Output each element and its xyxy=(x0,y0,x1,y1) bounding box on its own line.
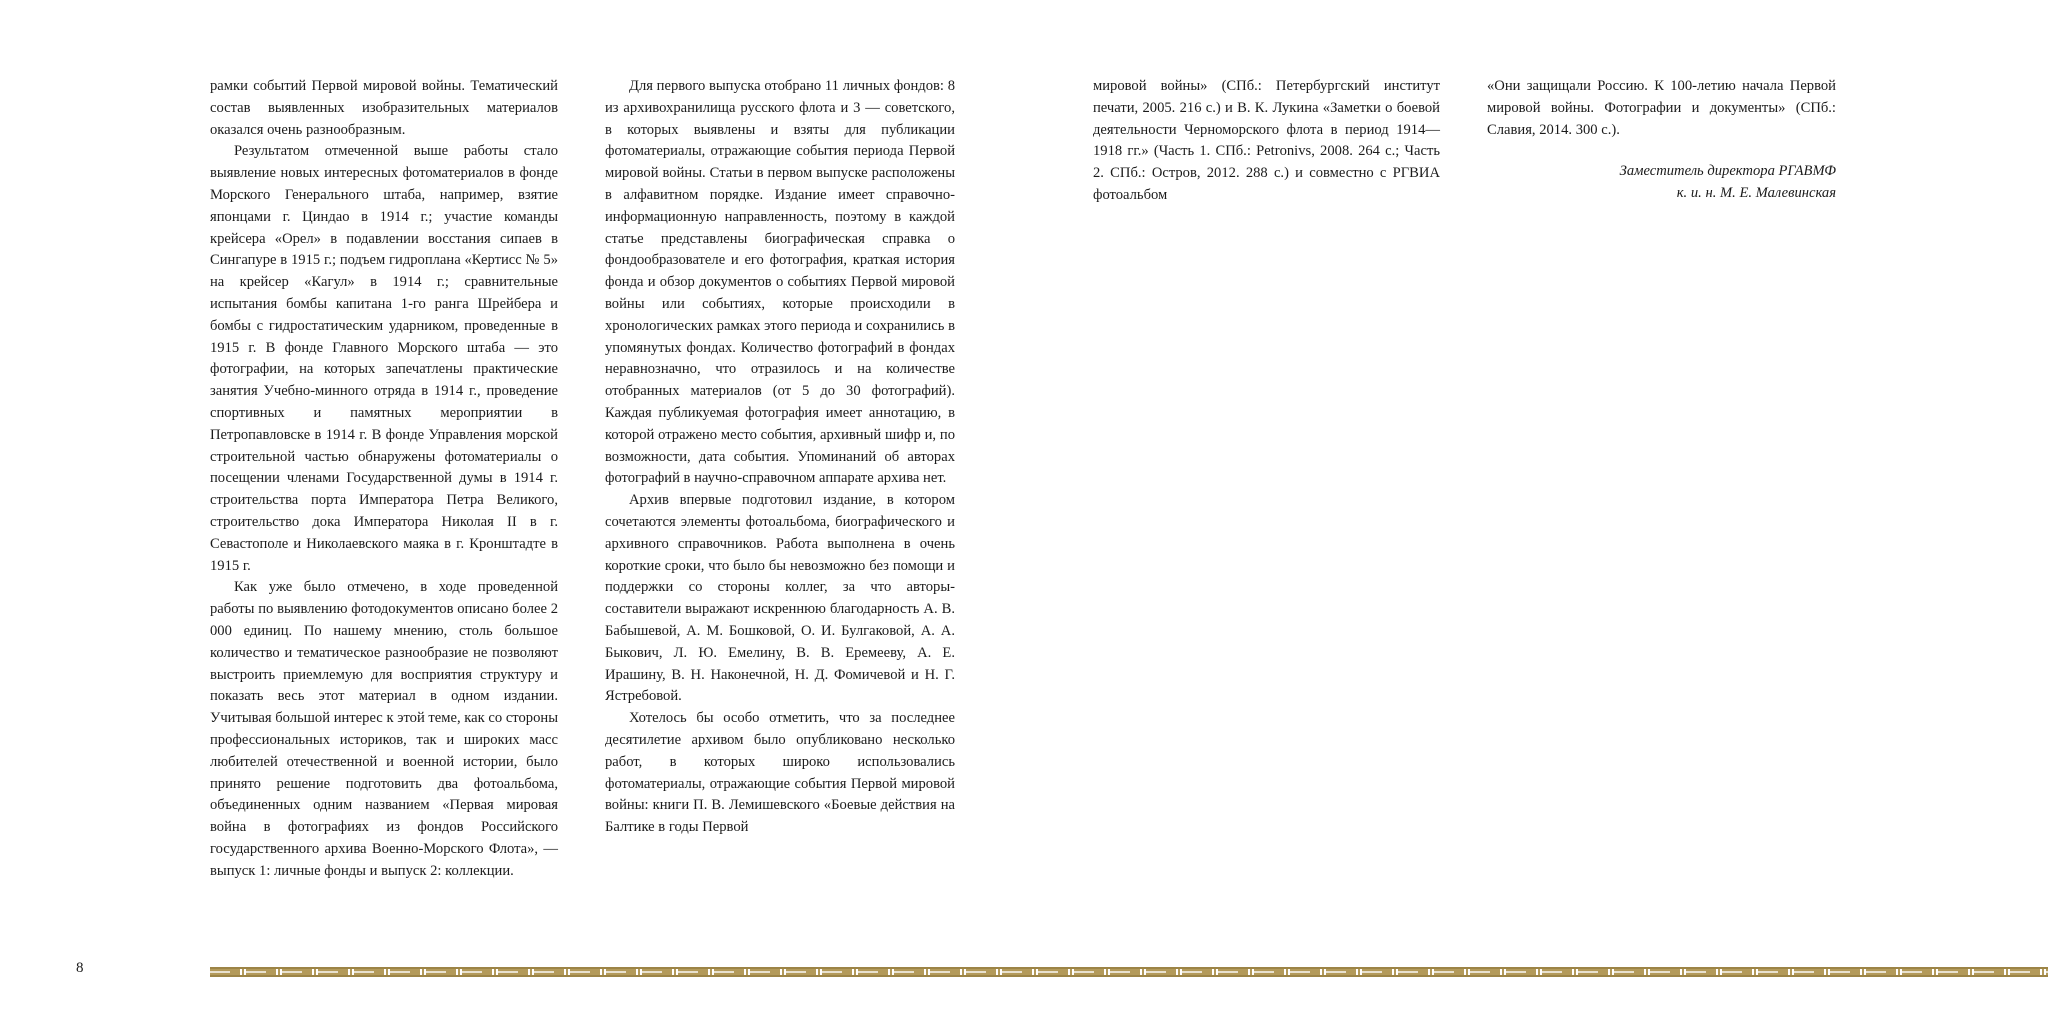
left-page-column-1 xyxy=(210,76,558,882)
author-signature xyxy=(1487,161,1836,205)
paragraph: Хотелось бы особо отметить, что за последнее десятилетие архивом было опубликовано несколько работ, в которых широко использовались фотоматериалы, отражающие события Первой мировой войны: книги П. В. Лемишевского «Боевые действия на Балтике в годы Первой xyxy=(605,710,955,836)
page-number: 8 xyxy=(76,960,84,976)
paragraph: Для первого выпуска отобрано 11 личных фондов: 8 из архивохранилища русского флота и 3 — советского, в которых выявлены и взяты для публикации фотоматериалы, отражающие события периода Первой мировой войны. Статьи в первом выпуске расположены в алфавитном порядке. Издание имеет справочно-информационную направленность, поэтому в каждой статье представлены биографическая справка о фондообразователе и его фотография, краткая история фонда и обзор документов о событиях Первой мировой войны или событиях, которые происходили в хронологических рамках этого периода и сохранились в упомянутых фондах. Количество фотографий в фондах неравнозначно, что отразилось и на количестве отобранных материалов (от 5 до 30 фотографий). Каждая публикуемая фотография имеет аннотацию, в которой отражено место события, архивный шифр и, по возможности, дата события. Упоминаний об авторах фотографий в научно-справочном аппарате архива нет. xyxy=(605,78,955,487)
signature-name: к. и. н. М. Е. Малевинская xyxy=(1676,185,1836,202)
left-page-column-2 xyxy=(605,76,955,839)
paragraph: Как уже было отмечено, в ходе проведенной работы по выявлению фотодокументов описано более 2 000 единиц. По нашему мнению, столь большое количество и тематическое разнообразие не позволяют выстроить приемлемую для восприятия структуру и показать весь этот материал в одном издании. Учитывая большой интерес к этой теме, как со стороны профессиональных историков, так и широких масс любителей отечественной и военной истории, было принято решение подготовить два фотоальбома, объединенных одним названием «Первая мировая война в фотографиях из фондов Российского государственного архива Военно-Морского Флота», — выпуск 1: личные фонды и выпуск 2: коллекции. xyxy=(210,579,558,879)
paragraph: рамки событий Первой мировой войны. Тематический состав выявленных изобразительных материалов оказался очень разнообразным. xyxy=(210,78,558,138)
right-page-column-2 xyxy=(1487,76,1836,205)
paragraph: мировой войны» (СПб.: Петербургский институт печати, 2005. 216 с.) и В. К. Лукина «Заметки о боевой деятельности Черноморского флота в период 1914—1918 гг.» (Часть 1. СПб.: Petronivs, 2008. 264 с.; Часть 2. СПб.: Остров, 2012. 288 с.) и совместно с РГВИА фотоальбом xyxy=(1093,78,1440,203)
paragraph: «Они защищали Россию. К 100-летию начала Первой мировой войны. Фотографии и документы» (СПб.: Славия, 2014. 300 с.). xyxy=(1487,78,1836,138)
right-page-column-1 xyxy=(1093,76,1440,207)
paragraph: Архив впервые подготовил издание, в котором сочетаются элементы фотоальбома, биографического и архивного справочников. Работа выполнена в очень короткие сроки, что было бы невозможно без помощи и поддержки со стороны коллег, за что авторы-составители выражают искреннюю благодарность А. В. Бабышевой, А. М. Бошковой, О. И. Булгаковой, А. А. Быкович, Л. Ю. Емелину, В. В. Еремееву, А. Е. Ирашину, В. Н. Наконечной, Н. Д. Фомичевой и Н. Г. Ястребовой. xyxy=(605,492,955,705)
decorative-border-ornament xyxy=(210,967,2048,977)
signature-title: Заместитель директора РГАВМФ xyxy=(1619,163,1836,180)
paragraph: Результатом отмеченной выше работы стало выявление новых интересных фотоматериалов в фонде Морского Генерального штаба, например, взятие японцами г. Циндао в 1914 г.; участие команды крейсера «Орел» в подавлении восстания сипаев в Сингапуре в 1915 г.; подъем гидроплана «Кертисс № 5» на крейсер «Кагул» в 1914 г.; сравнительные испытания бомбы капитана 1-го ранга Шрейбера и бомбы с гидростатическим ударником, проведенные в 1915 г. В фонде Главного Морского штаба — это фотографии, на которых запечатлены практические занятия Учебно-минного отряда в 1914 г., проведение спортивных и памятных мероприятии в Петропавловске в 1914 г. В фонде Управления морской строительной частью обнаружены фотоматериалы о посещении членами Государственной думы в 1914 г. строительства порта Императора Петра Великого, строительство дока Императора Николая II в г. Севастополе и Николаевского маяка в г. Кронштадте в 1915 г. xyxy=(210,143,558,574)
